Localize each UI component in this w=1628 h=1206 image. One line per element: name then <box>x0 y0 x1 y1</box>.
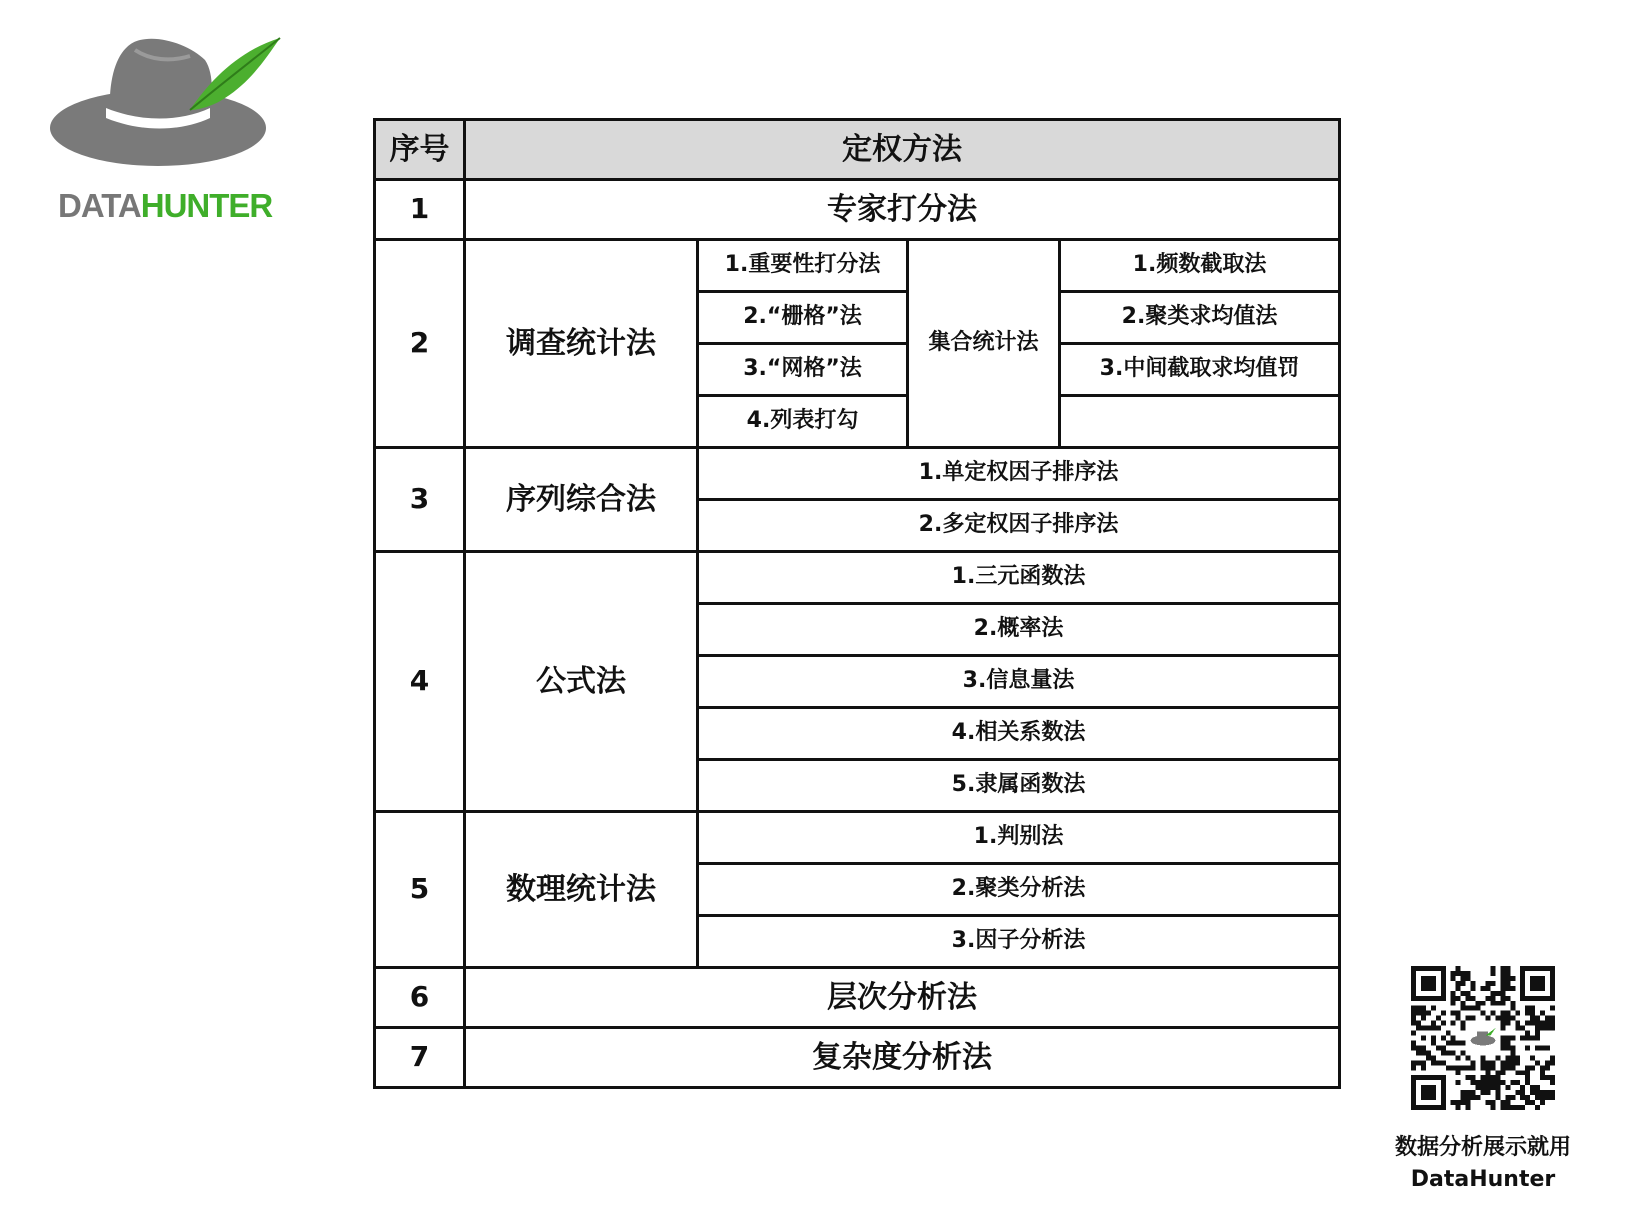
row-index: 1 <box>375 180 465 240</box>
method-name: 数理统计法 <box>465 812 698 968</box>
table-row <box>375 448 1340 500</box>
sub-method: 1.重要性打分法 <box>698 240 908 292</box>
header-index: 序号 <box>375 120 465 180</box>
sub-method: 4.相关系数法 <box>698 708 1340 760</box>
method-name: 专家打分法 <box>465 180 1340 240</box>
sub-method: 3.“网格”法 <box>698 344 908 396</box>
row-index: 5 <box>375 812 465 968</box>
sub-method: 2.聚类分析法 <box>698 864 1340 916</box>
sub-method: 4.列表打勾 <box>698 396 908 448</box>
table-row <box>375 180 1340 240</box>
table-row <box>375 1028 1340 1088</box>
qr-caption <box>1360 1132 1606 1196</box>
empty-cell <box>1060 396 1340 448</box>
qr-code-icon <box>1411 966 1555 1110</box>
row-index: 2 <box>375 240 465 448</box>
qr-caption-line2: DataHunter <box>1410 1167 1556 1192</box>
table-header-row <box>375 120 1340 180</box>
sub-method: 2.多定权因子排序法 <box>698 500 1340 552</box>
table-row <box>375 552 1340 604</box>
sub-method: 1.判别法 <box>698 812 1340 864</box>
row-index: 7 <box>375 1028 465 1088</box>
sub-method: 3.中间截取求均值罚 <box>1060 344 1340 396</box>
sub-method: 5.隶属函数法 <box>698 760 1340 812</box>
sub-method: 1.频数截取法 <box>1060 240 1340 292</box>
sub-method: 2.概率法 <box>698 604 1340 656</box>
logo-text-green: HUNTER <box>140 187 273 224</box>
table-row <box>375 812 1340 864</box>
header-method: 定权方法 <box>465 120 1340 180</box>
sub-method: 2.“栅格”法 <box>698 292 908 344</box>
method-name: 公式法 <box>465 552 698 812</box>
table-row <box>375 968 1340 1028</box>
method-name: 层次分析法 <box>465 968 1340 1028</box>
method-name: 复杂度分析法 <box>465 1028 1340 1088</box>
method-name: 调查统计法 <box>465 240 698 448</box>
sub-method: 2.聚类求均值法 <box>1060 292 1340 344</box>
sub-method: 1.单定权因子排序法 <box>698 448 1340 500</box>
row-index: 3 <box>375 448 465 552</box>
sub-method: 3.信息量法 <box>698 656 1340 708</box>
row-index: 6 <box>375 968 465 1028</box>
qr-caption-line1: 数据分析展示就用 <box>1394 1135 1571 1160</box>
row-index: 4 <box>375 552 465 812</box>
logo-text-gray: DATA <box>58 187 141 224</box>
table-row <box>375 240 1340 292</box>
logo-wordmark <box>58 186 272 226</box>
method-name: 序列综合法 <box>465 448 698 552</box>
sub-method-group: 集合统计法 <box>908 240 1060 448</box>
sub-method: 3.因子分析法 <box>698 916 1340 968</box>
weighting-methods-table <box>373 118 1341 1089</box>
sub-method: 1.三元函数法 <box>698 552 1340 604</box>
